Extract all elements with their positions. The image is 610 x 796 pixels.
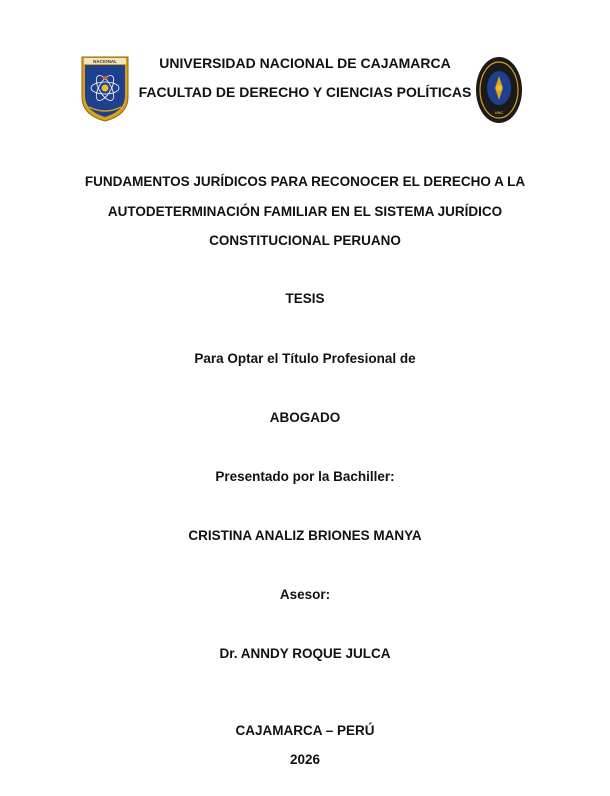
degree-title: ABOGADO bbox=[269, 410, 341, 425]
advisor-label: Asesor: bbox=[279, 587, 331, 602]
place: CAJAMARCA – PERÚ bbox=[235, 723, 375, 738]
svg-text:UNC: UNC bbox=[494, 110, 504, 115]
thesis-title-line-1: FUNDAMENTOS JURÍDICOS PARA RECONOCER EL DERECHO A LA bbox=[84, 174, 526, 189]
degree-purpose: Para Optar el Título Profesional de bbox=[194, 351, 416, 366]
advisor-name: Dr. ANNDY ROQUE JULCA bbox=[219, 646, 391, 661]
university-name: UNIVERSIDAD NACIONAL DE CAJAMARCA bbox=[159, 55, 451, 71]
year: 2026 bbox=[289, 752, 321, 767]
faculty-name: FACULTAD DE DERECHO Y CIENCIAS POLÍTICAS bbox=[138, 84, 472, 100]
author-name: CRISTINA ANALIZ BRIONES MANYA bbox=[188, 528, 422, 543]
document-type: TESIS bbox=[285, 291, 325, 306]
svg-text:NACIONAL: NACIONAL bbox=[93, 59, 117, 64]
thesis-title-line-2: AUTODETERMINACIÓN FAMILIAR EN EL SISTEMA JURÍDICO bbox=[107, 204, 503, 219]
thesis-title-line-3: CONSTITUCIONAL PERUANO bbox=[209, 233, 401, 248]
presented-by-label: Presentado por la Bachiller: bbox=[215, 469, 395, 484]
